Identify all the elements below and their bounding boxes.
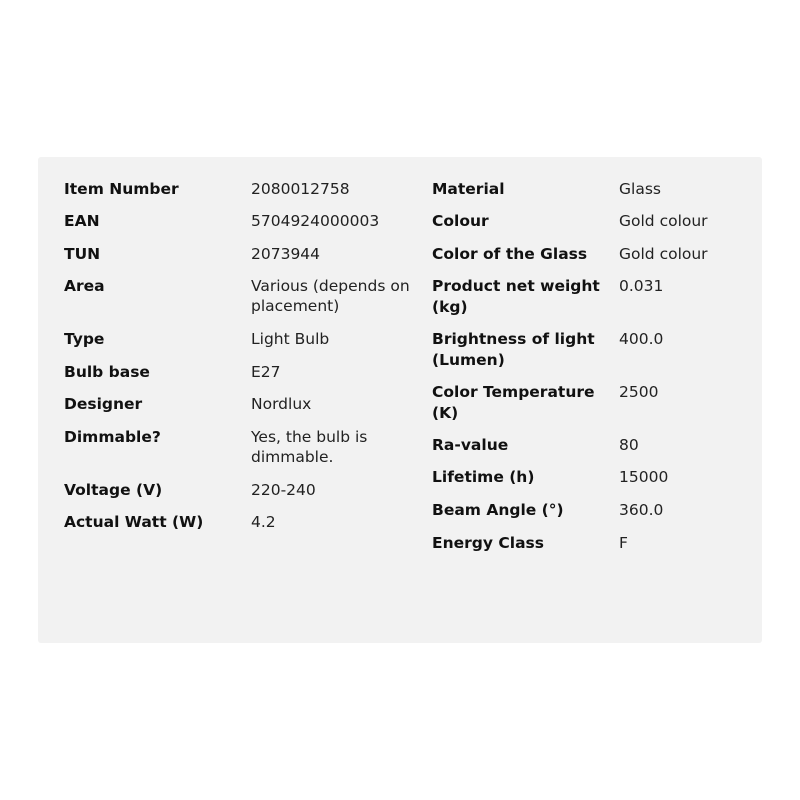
spec-label: Color Temperature (K) xyxy=(432,383,595,422)
spec-label: Product net weight (kg) xyxy=(432,277,600,316)
spec-value: Glass xyxy=(619,180,661,198)
spec-value: 80 xyxy=(619,436,639,454)
spec-value: Gold colour xyxy=(619,245,708,263)
spec-label: Voltage (V) xyxy=(64,481,163,499)
spec-value: 2073944 xyxy=(251,245,321,263)
spec-row-designer xyxy=(64,394,424,427)
spec-value: Nordlux xyxy=(251,395,312,413)
spec-value: Yes, the bulb is dimmable. xyxy=(251,428,368,466)
spec-value: 4.2 xyxy=(251,513,276,531)
spec-value: 5704924000003 xyxy=(251,212,380,230)
spec-label: Area xyxy=(64,277,105,295)
spec-row-material xyxy=(432,179,792,211)
spec-row-tun xyxy=(64,244,424,276)
spec-label: Actual Watt (W) xyxy=(64,513,204,531)
spec-value: Light Bulb xyxy=(251,330,330,348)
spec-label: TUN xyxy=(64,245,101,263)
spec-row-actual-watt xyxy=(64,512,424,544)
spec-value: 220-240 xyxy=(251,481,316,499)
spec-label: Ra-value xyxy=(432,436,509,454)
spec-column-left xyxy=(64,179,424,544)
spec-value: Gold colour xyxy=(619,212,708,230)
spec-value: E27 xyxy=(251,363,281,381)
spec-row-lifetime xyxy=(432,467,792,500)
spec-value: 2080012758 xyxy=(251,180,350,198)
spec-row-beam-angle xyxy=(432,500,792,533)
spec-value: 400.0 xyxy=(619,330,664,348)
spec-row-colour xyxy=(432,211,792,244)
spec-label: Bulb base xyxy=(64,363,150,381)
spec-label: Designer xyxy=(64,395,143,413)
spec-value: F xyxy=(619,534,628,552)
spec-label: Color of the Glass xyxy=(432,245,588,263)
spec-label: Energy Class xyxy=(432,534,544,552)
spec-row-glass-colour xyxy=(432,244,792,276)
spec-label: EAN xyxy=(64,212,100,230)
spec-row-dimmable xyxy=(64,427,424,480)
spec-row-ean xyxy=(64,211,424,244)
spec-label: Dimmable? xyxy=(64,428,161,446)
spec-label: Material xyxy=(432,180,505,198)
spec-row-brightness xyxy=(432,329,792,382)
spec-row-area xyxy=(64,276,424,329)
specification-panel xyxy=(38,157,762,643)
spec-row-voltage xyxy=(64,480,424,512)
spec-label: Item Number xyxy=(64,180,179,198)
spec-row-net-weight xyxy=(432,276,792,329)
spec-row-ra-value xyxy=(432,435,792,467)
spec-label: Type xyxy=(64,330,105,348)
spec-label: Colour xyxy=(432,212,489,230)
spec-row-bulb-base xyxy=(64,362,424,394)
spec-value: 15000 xyxy=(619,468,669,486)
spec-row-type xyxy=(64,329,424,362)
spec-label: Beam Angle (°) xyxy=(432,501,564,519)
spec-value: 360.0 xyxy=(619,501,664,519)
spec-row-color-temperature xyxy=(432,382,792,435)
spec-label: Lifetime (h) xyxy=(432,468,535,486)
spec-value: 2500 xyxy=(619,383,659,401)
spec-value: Various (depends on placement) xyxy=(251,277,410,315)
spec-row-energy-class xyxy=(432,533,792,565)
spec-label: Brightness of light (Lumen) xyxy=(432,330,595,369)
spec-row-item-number xyxy=(64,179,424,211)
spec-value: 0.031 xyxy=(619,277,664,295)
spec-column-right xyxy=(432,179,792,565)
